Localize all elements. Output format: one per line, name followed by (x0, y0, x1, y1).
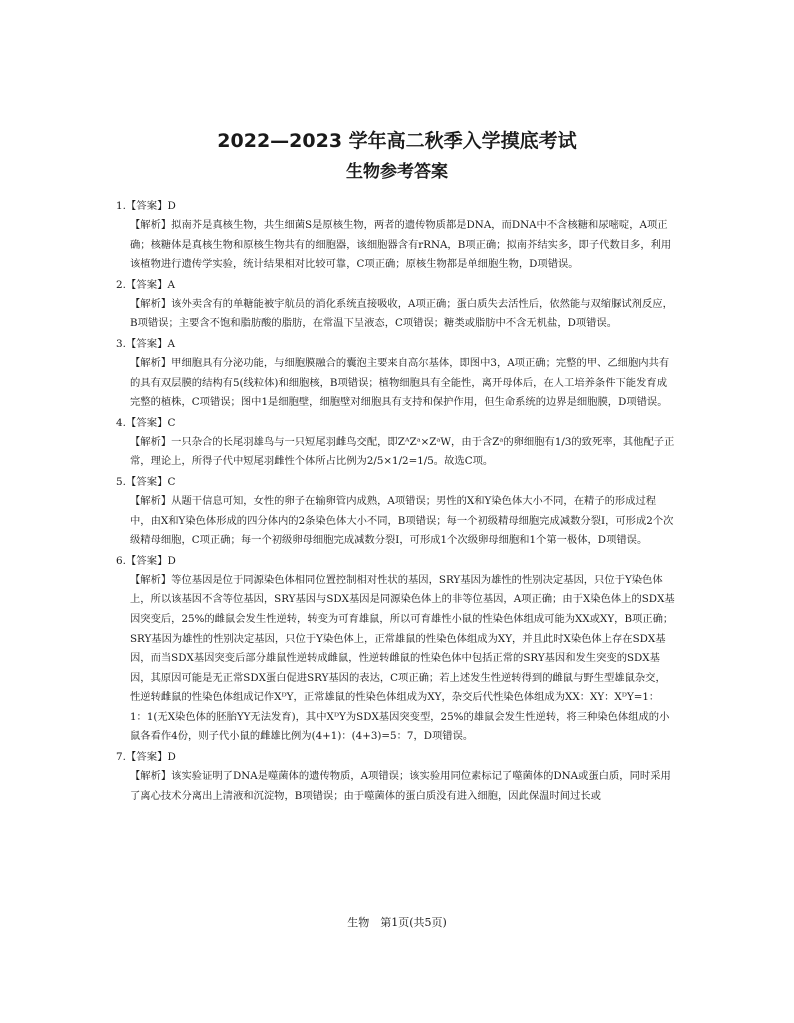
page-footer: 生物 第1页(共5页) (347, 916, 447, 929)
explanation-text: 【解析】该实验证明了DNA是噬菌体的遗传物质，A项错误；该实验用同位素标记了噬菌体的DNA或蛋白质，同时采用了离心技术分离出上清液和沉淀物，B项错误；由于噬菌体的蛋白质没有进入细胞，因此保温时间过长或 (130, 770, 671, 802)
answer-line: 4.【答案】C (116, 416, 176, 429)
explanation-text: 【解析】该外卖含有的单糖能被宇航员的消化系统直接吸收，A项正确；蛋白质失去活性后，依然能与双缩脲试剂反应，B项错误；主要含不饱和脂肪酸的脂肪，在常温下呈液态，C项错误；糖类或脂肪中不含无机盐，D项错误。 (130, 297, 673, 330)
page-subtitle: 生物参考答案 (346, 162, 448, 182)
answer-line: 2.【答案】A (116, 278, 175, 291)
page-title: 2022—2023 学年高二秋季入学摸底考试 (217, 130, 577, 152)
question-item-6 (116, 551, 676, 747)
answer-line: 3.【答案】A (116, 337, 175, 350)
explanation-text: 【解析】等位基因是位于同源染色体相同位置控制相对性状的基因，SRY基因为雄性的性别决定基因，只位于Y染色体上，所以该基因不含等位基因，SRY基因与SDX基因是同源染色体上的非等位基因，A项正确；由于X染色体上的SDX基因突变后，25%的雌鼠会发生性逆转，转变为可育雄鼠，所以可育雄性小鼠的性染色体组成可能为XX或XY，B项正确；SRY基因为雄性的性别决定基因，只位于Y染色体上，正常雄鼠的性染色体组成为XY，并且此时X染色体上存在SDX基因，而当SDX基因突变后部分雄鼠性逆转成雌鼠，性逆转雌鼠的性染色体中包括正常的SRY基因和发生突变的SDX基因，其原因可能是无正常SDX蛋白促进SRY基因的表达，C项正确；若上述发生性逆转得到的雌鼠与野生型雄鼠杂交，性逆转雌鼠的性染色体组成记作XᴰY，正常雄鼠的性染色体组成为XY，杂交后代性染色体组成为XX：XY：XᴰY=1：1：1(无X染色体的胚胎YY无法发育)，其中XᴰY为SDX基因突变型，25%的雄鼠会发生性逆转，将三种染色体组成的小鼠各看作4份，则子代小鼠的雌雄比例为(4+1)：(4+3)=5：7，D项错误。 (130, 573, 675, 743)
question-item-3 (116, 334, 676, 413)
question-item-5 (116, 472, 676, 551)
explanation-text: 【解析】从题干信息可知，女性的卵子在输卵管内成熟，A项错误；男性的X和Y染色体大小不同，在精子的形成过程中，由X和Y染色体形成的四分体内的2条染色体大小不同，B项错误；每一个初级精母细胞完成减数分裂Ⅰ，可形成2个次级精母细胞，C项正确；每一个初级卵母细胞完成减数分裂Ⅰ，可形成1个次级卵母细胞和1个第一极体，D项错误。 (130, 494, 674, 547)
answer-line: 1.【答案】D (116, 200, 176, 212)
explanation-text: 【解析】拟南芥是真核生物，共生细菌S是原核生物，两者的遗传物质都是DNA，而DNA中不含核糖和尿嘧啶，A项正确；核糖体是真核生物和原核生物共有的细胞器，该细胞器含有rRNA，B项正确；拟南芥结实多，即子代数目多，利用该植物进行遗传学实验，统计结果相对比较可靠，C项正确；原核生物都是单细胞生物，D项错误。 (130, 219, 672, 271)
question-item-4 (116, 413, 676, 472)
question-item-2 (116, 275, 676, 334)
answer-list (116, 196, 676, 806)
question-item-1 (116, 196, 676, 275)
question-item-7 (116, 747, 676, 806)
answer-line: 6.【答案】D (116, 554, 176, 567)
answer-line: 7.【答案】D (116, 751, 176, 764)
explanation-text: 【解析】甲细胞具有分泌功能，与细胞膜融合的囊泡主要来自高尔基体，即图中3，A项正确；完整的甲、乙细胞内共有的具有双层膜的结构有5(线粒体)和细胞核，B项错误；植物细胞具有全能性，离开母体后，在人工培养条件下能发育成完整的植株，C项错误；图中1是细胞壁，细胞壁对细胞具有支持和保护作用，但生命系统的边界是细胞膜，D项错误。 (130, 356, 670, 409)
explanation-text: 【解析】一只杂合的长尾羽雄鸟与一只短尾羽雌鸟交配，即ZᴬZᵃ×ZᵃW，由于含Zᵃ的卵细胞有1/3的致死率，其他配子正常，理论上，所得子代中短尾羽雌性个体所占比例为2/5×1/2=1/5。故选C项。 (130, 435, 675, 468)
answer-line: 5.【答案】C (116, 475, 176, 488)
